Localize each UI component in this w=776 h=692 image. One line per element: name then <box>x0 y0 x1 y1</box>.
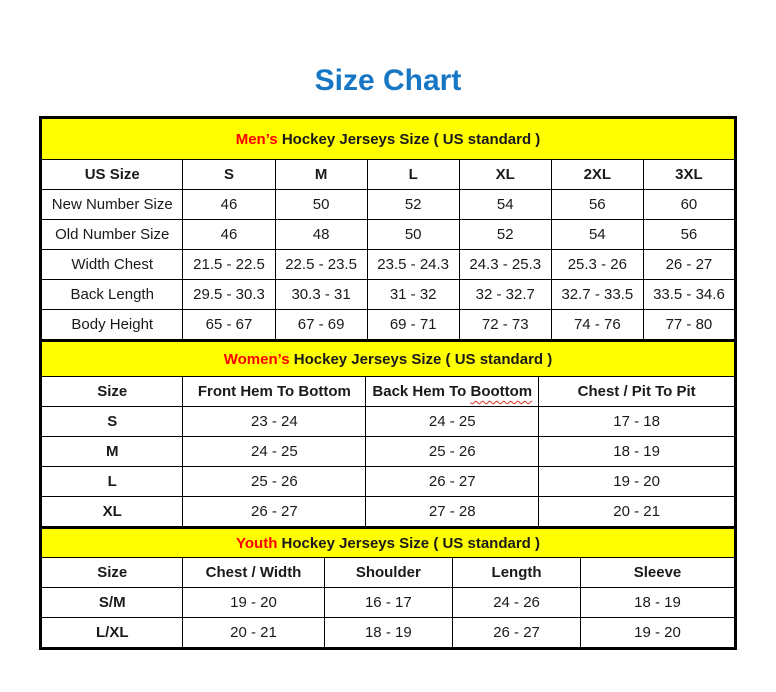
size-value-cell: 33.5 - 34.6 <box>643 280 735 310</box>
size-value-cell: 72 - 73 <box>459 310 551 341</box>
table-row <box>41 588 736 618</box>
row-label: S/M <box>41 588 183 618</box>
youth-section-heading <box>41 528 736 558</box>
size-value-cell: 46 <box>183 190 275 220</box>
mens-heading-highlight: Men’s <box>235 130 278 148</box>
size-value-cell: 19 - 20 <box>183 588 324 618</box>
womens-heading-rest: Hockey Jerseys Size ( US standard ) <box>289 350 553 368</box>
row-label: XL <box>41 497 183 528</box>
column-header: Sleeve <box>580 558 735 588</box>
size-value-cell: 24 - 26 <box>453 588 581 618</box>
youth-header-row <box>41 558 736 588</box>
row-label: Body Height <box>41 310 183 341</box>
size-value-cell: 46 <box>183 220 275 250</box>
column-header: Front Hem To Bottom <box>183 377 366 407</box>
size-value-cell: 69 - 71 <box>367 310 459 341</box>
youth-heading-rest: Hockey Jerseys Size ( US standard ) <box>277 534 540 552</box>
column-header: S <box>183 160 275 190</box>
size-value-cell: 16 - 17 <box>324 588 453 618</box>
page-title: Size Chart <box>314 64 462 97</box>
youth-banner-row <box>41 528 736 558</box>
womens-banner-row <box>41 341 736 377</box>
size-value-cell: 18 - 19 <box>539 437 736 467</box>
size-value-cell: 19 - 20 <box>539 467 736 497</box>
table-row <box>41 618 736 649</box>
size-value-cell: 25 - 26 <box>183 467 366 497</box>
row-label: L <box>41 467 183 497</box>
column-header: Chest / Pit To Pit <box>539 377 736 407</box>
row-label: Width Chest <box>41 250 183 280</box>
column-header: US Size <box>41 160 183 190</box>
size-value-cell: 48 <box>275 220 367 250</box>
table-row <box>41 190 736 220</box>
size-value-cell: 32.7 - 33.5 <box>551 280 643 310</box>
size-value-cell: 26 - 27 <box>183 497 366 528</box>
size-value-cell: 56 <box>643 220 735 250</box>
youth-size-table <box>39 526 737 650</box>
size-value-cell: 26 - 27 <box>366 467 539 497</box>
size-value-cell: 52 <box>459 220 551 250</box>
row-label: S <box>41 407 183 437</box>
row-label: M <box>41 437 183 467</box>
size-value-cell: 54 <box>459 190 551 220</box>
size-value-cell: 50 <box>367 220 459 250</box>
size-value-cell: 18 - 19 <box>324 618 453 649</box>
column-header-text: Back Hem To <box>372 383 471 400</box>
size-value-cell: 21.5 - 22.5 <box>183 250 275 280</box>
table-row <box>41 437 736 467</box>
womens-section-heading <box>41 341 736 377</box>
table-row <box>41 407 736 437</box>
table-row <box>41 310 736 341</box>
row-label: L/XL <box>41 618 183 649</box>
table-row <box>41 250 736 280</box>
size-value-cell: 26 - 27 <box>453 618 581 649</box>
size-value-cell: 25.3 - 26 <box>551 250 643 280</box>
size-value-cell: 23.5 - 24.3 <box>367 250 459 280</box>
size-value-cell: 23 - 24 <box>183 407 366 437</box>
size-value-cell: 29.5 - 30.3 <box>183 280 275 310</box>
size-value-cell: 24 - 25 <box>366 407 539 437</box>
size-value-cell: 26 - 27 <box>643 250 735 280</box>
row-label: Old Number Size <box>41 220 183 250</box>
size-value-cell: 17 - 18 <box>539 407 736 437</box>
size-value-cell: 20 - 21 <box>183 618 324 649</box>
womens-size-table <box>39 339 737 529</box>
size-value-cell: 18 - 19 <box>580 588 735 618</box>
mens-header-row <box>41 160 736 190</box>
size-value-cell: 19 - 20 <box>580 618 735 649</box>
size-value-cell: 22.5 - 23.5 <box>275 250 367 280</box>
column-header: Shoulder <box>324 558 453 588</box>
size-value-cell: 54 <box>551 220 643 250</box>
misspelled-word: Boottom <box>470 383 533 400</box>
column-header: Length <box>453 558 581 588</box>
size-value-cell: 24.3 - 25.3 <box>459 250 551 280</box>
table-row <box>41 220 736 250</box>
size-chart-tables <box>39 116 737 650</box>
size-value-cell: 20 - 21 <box>539 497 736 528</box>
size-value-cell: 27 - 28 <box>366 497 539 528</box>
row-label: Back Length <box>41 280 183 310</box>
womens-heading-highlight: Women’s <box>223 350 290 368</box>
womens-header-row <box>41 377 736 407</box>
size-value-cell: 50 <box>275 190 367 220</box>
mens-heading-rest: Hockey Jerseys Size ( US standard ) <box>277 130 541 148</box>
table-row <box>41 467 736 497</box>
column-header <box>366 377 539 407</box>
column-header: 3XL <box>643 160 735 190</box>
column-header: Size <box>41 558 183 588</box>
size-value-cell: 74 - 76 <box>551 310 643 341</box>
size-value-cell: 65 - 67 <box>183 310 275 341</box>
size-value-cell: 25 - 26 <box>366 437 539 467</box>
table-row <box>41 280 736 310</box>
size-value-cell: 31 - 32 <box>367 280 459 310</box>
column-header: XL <box>459 160 551 190</box>
column-header: Size <box>41 377 183 407</box>
column-header: M <box>275 160 367 190</box>
mens-banner-row <box>41 118 736 160</box>
youth-heading-highlight: Youth <box>236 534 278 552</box>
size-value-cell: 32 - 32.7 <box>459 280 551 310</box>
column-header: Chest / Width <box>183 558 324 588</box>
size-value-cell: 56 <box>551 190 643 220</box>
row-label: New Number Size <box>41 190 183 220</box>
size-value-cell: 77 - 80 <box>643 310 735 341</box>
size-value-cell: 60 <box>643 190 735 220</box>
table-row <box>41 497 736 528</box>
size-value-cell: 52 <box>367 190 459 220</box>
column-header: L <box>367 160 459 190</box>
mens-size-table <box>39 116 737 342</box>
size-value-cell: 67 - 69 <box>275 310 367 341</box>
size-value-cell: 30.3 - 31 <box>275 280 367 310</box>
mens-section-heading <box>41 118 736 160</box>
size-value-cell: 24 - 25 <box>183 437 366 467</box>
column-header: 2XL <box>551 160 643 190</box>
